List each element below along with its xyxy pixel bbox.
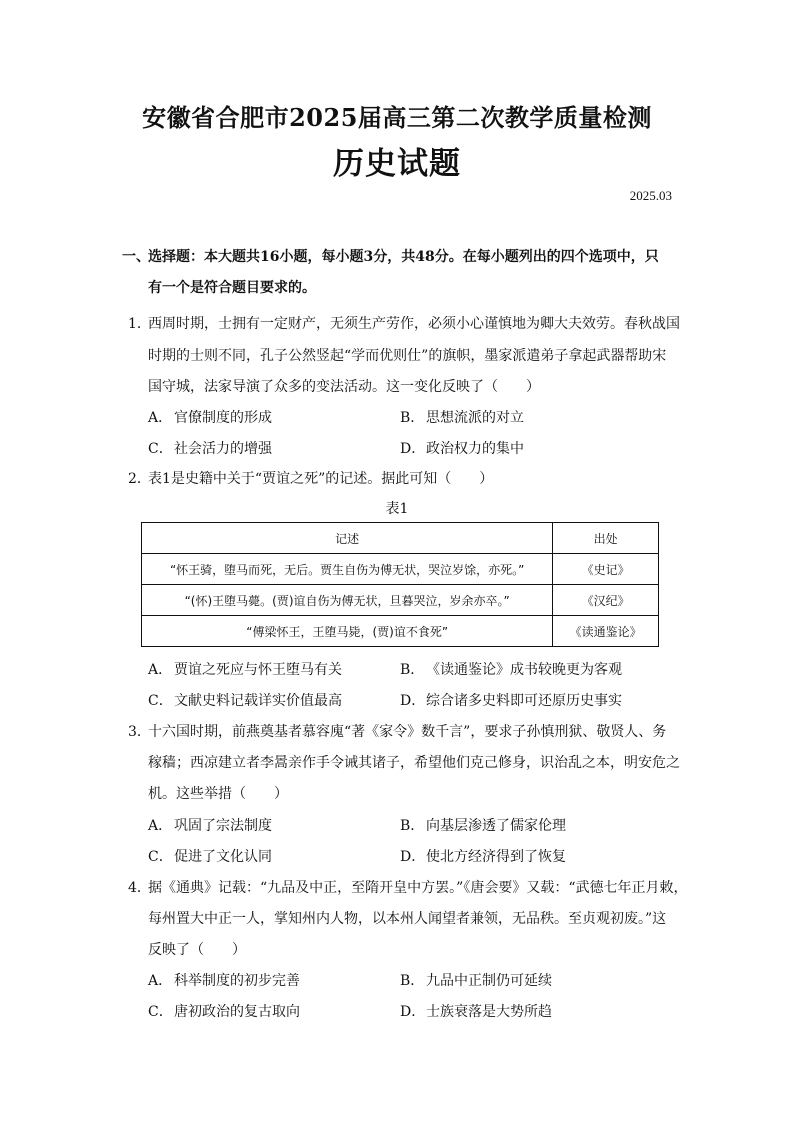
table-row	[142, 585, 659, 616]
question-text-line: 十六国时期，前燕奠基者慕容廆“著《家令》数千言”，要求子孙慎刑狱、敬贤人、务	[148, 724, 667, 740]
question-text-line: 稼穑；西凉建立者李暠亲作手令诫其诸子，希望他们克己修身，识治乱之本，明安危之	[148, 755, 680, 771]
option-a[interactable]: A． 贾谊之死应与怀王堕马有关	[148, 662, 342, 678]
question-number: 1．	[128, 316, 151, 332]
question-text-line: 表1是史籍中关于“贾谊之死”的记述。据此可知（ ）	[148, 471, 494, 487]
option-c[interactable]: C．文献史料记载详实价值最高	[148, 693, 342, 709]
question-text-line: 反映了（ ）	[148, 942, 246, 958]
table-header-row	[142, 523, 659, 554]
exam-date: 2025.03	[629, 188, 672, 203]
section-instruction-line-1: 选择题：本大题共16小题，每小题3分，共48分。在每小题列出的四个选项中，只	[148, 249, 659, 265]
section-instruction-line-2: 有一个是符合题目要求的。	[148, 280, 316, 296]
option-c[interactable]: C．唐初政治的复古取向	[148, 1004, 300, 1020]
question-text-line: 每州置大中正一人，掌知州内人物，以本州人闻望者兼领，无品秩。至贞观初废。”这	[148, 911, 667, 927]
option-d[interactable]: D．综合诸多史料即可还原历史事实	[400, 693, 622, 709]
option-b[interactable]: B． 《读通鉴论》成书较晚更为客观	[400, 662, 622, 678]
table-cell: “傅梁怀王，王堕马毙，(贾)谊不食死”	[142, 616, 553, 647]
question-text-line: 据《通典》记载：“九品及中正，至隋开皇中方罢。”《唐会要》又载：“武德七年正月敕，	[148, 880, 688, 896]
option-d[interactable]: D．士族衰落是大势所趋	[400, 1004, 552, 1020]
question-number: 4．	[128, 880, 151, 896]
question-text-line: 机。这些举措（ ）	[148, 786, 288, 802]
table-cell: “怀王骑，堕马而死，无后。贾生自伤为傅无状，哭泣岁馀，亦死。”	[142, 554, 553, 585]
table-cell: 《汉纪》	[553, 585, 659, 616]
records-table	[141, 522, 659, 647]
option-b[interactable]: B． 向基层渗透了儒家伦理	[400, 818, 566, 834]
question-text-line: 国守城，法家导演了众多的变法活动。这一变化反映了（ ）	[148, 379, 540, 395]
option-a[interactable]: A． 官僚制度的形成	[148, 410, 272, 426]
option-a[interactable]: A． 巩固了宗法制度	[148, 818, 272, 834]
table-cell: “(怀)王堕马薨。(贾)谊自伤为傅无状，旦暮哭泣，岁余亦卒。”	[142, 585, 553, 616]
option-a[interactable]: A． 科举制度的初步完善	[148, 973, 300, 989]
exam-title: 安徽省合肥市2025届高三第二次教学质量检测	[142, 103, 652, 132]
section-number: 一、	[122, 249, 150, 265]
question-number: 2．	[128, 471, 151, 487]
table-header: 记述	[142, 523, 553, 554]
table-cell: 《读通鉴论》	[553, 616, 659, 647]
question-text-line: 西周时期，士拥有一定财产，无须生产劳作，必须小心谨慎地为卿大夫效劳。春秋战国	[148, 316, 680, 332]
option-c[interactable]: C．促进了文化认同	[148, 849, 272, 865]
option-d[interactable]: D．使北方经济得到了恢复	[400, 849, 566, 865]
table-caption: 表1	[385, 501, 409, 517]
table-cell: 《史记》	[553, 554, 659, 585]
table-row	[142, 616, 659, 647]
question-number: 3．	[128, 724, 151, 740]
option-c[interactable]: C．社会活力的增强	[148, 441, 272, 457]
option-d[interactable]: D．政治权力的集中	[400, 441, 524, 457]
option-b[interactable]: B． 九品中正制仍可延续	[400, 973, 552, 989]
table-row	[142, 554, 659, 585]
exam-subtitle: 历史试题	[333, 146, 461, 182]
question-text-line: 时期的士则不同，孔子公然竖起“学而优则仕”的旗帜，墨家派遣弟子拿起武器帮助宋	[148, 348, 667, 364]
option-b[interactable]: B． 思想流派的对立	[400, 410, 524, 426]
table-header: 出处	[553, 523, 659, 554]
